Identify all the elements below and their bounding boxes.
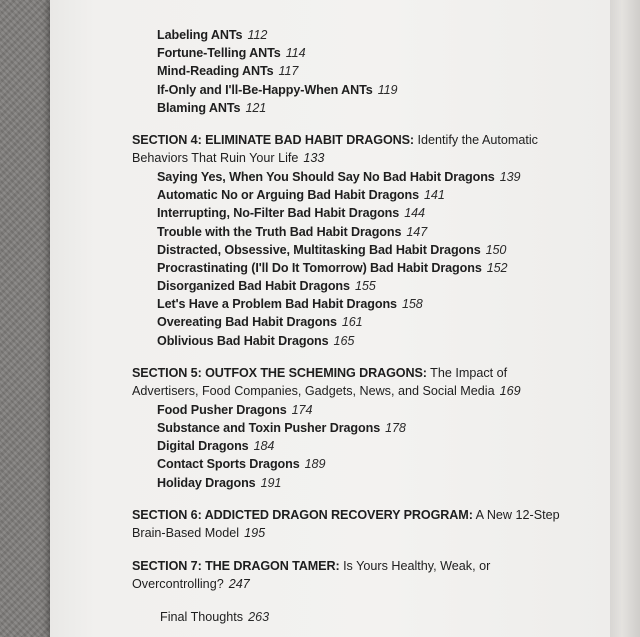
toc-entry-title: Labeling ANTs — [157, 28, 243, 42]
section-heading: SECTION 5: OUTFOX THE SCHEMING DRAGONS: — [132, 365, 427, 380]
toc-entry — [132, 277, 572, 295]
toc-entry — [132, 223, 572, 241]
toc-entry-title: Mind-Reading ANTs — [157, 64, 274, 79]
toc-entry — [132, 44, 572, 62]
toc-entry-title: Digital Dragons — [157, 439, 249, 454]
toc-entry — [132, 437, 572, 455]
toc-entry-title: If-Only and I'll-Be-Happy-When ANTs — [157, 82, 373, 97]
toc-entry — [132, 401, 572, 419]
section-description-line — [132, 524, 572, 543]
toc-entry-title: Overeating Bad Habit Dragons — [157, 315, 337, 330]
section-description-line — [132, 575, 572, 594]
toc-entry-page: 158 — [401, 297, 423, 312]
toc-entry — [132, 204, 572, 222]
toc-entry-title: Trouble with the Truth Bad Habit Dragons — [157, 224, 402, 239]
toc-entry-page: 165 — [333, 333, 355, 348]
toc-entry — [132, 241, 572, 259]
toc-entry-page: 121 — [245, 100, 267, 115]
toc-entry-title: Procrastinating (I'll Do It Tomorrow) Bad Habit Dragons — [157, 260, 482, 275]
section-description: Identify the Automatic — [417, 132, 538, 147]
toc-entry-page: 184 — [253, 439, 275, 454]
toc-entry-title: Substance and Toxin Pusher Dragons — [157, 421, 381, 435]
section-7 — [132, 557, 572, 594]
section-page: 169 — [499, 384, 521, 399]
table-of-contents — [132, 26, 572, 626]
toc-entry-title: Holiday Dragons — [157, 475, 256, 490]
section-description: Overcontrolling? — [132, 577, 224, 592]
section-4 — [132, 131, 572, 350]
toc-entry — [132, 419, 572, 437]
section-heading: SECTION 7: THE DRAGON TAMER: — [132, 558, 340, 573]
section-heading-line — [132, 506, 572, 525]
toc-entry-title: Interrupting, No-Filter Bad Habit Dragons — [157, 206, 400, 221]
toc-entry-title: Final Thoughts — [160, 609, 244, 624]
toc-entry-page: 147 — [406, 224, 428, 239]
toc-entry-title: Distracted, Obsessive, Multitasking Bad Habit Dragons — [157, 242, 481, 257]
page-edge — [610, 0, 640, 637]
toc-entry-page: 139 — [499, 169, 521, 184]
section-heading: SECTION 6: ADDICTED DRAGON RECOVERY PROGRAM: — [132, 507, 473, 522]
toc-entry — [132, 313, 572, 331]
toc-entry-page: 155 — [354, 279, 376, 294]
section-description: Advertisers, Food Companies, Gadgets, News, and Social Media — [132, 384, 495, 399]
toc-entry-page: 117 — [278, 64, 299, 79]
toc-entry-page: 112 — [247, 28, 268, 42]
toc-entry-page: 174 — [291, 402, 313, 417]
toc-entry-title: Automatic No or Arguing Bad Habit Dragons — [157, 188, 420, 203]
toc-entry-title: Contact Sports Dragons — [157, 457, 300, 472]
section-heading-line — [132, 364, 572, 383]
section-description-line — [132, 149, 572, 168]
section-page: 195 — [244, 526, 266, 541]
section-heading-line — [132, 131, 572, 150]
toc-entry-title: Let's Have a Problem Bad Habit Dragons — [157, 297, 397, 312]
section-6 — [132, 506, 572, 543]
toc-entry — [132, 259, 572, 277]
toc-entry-title: Blaming ANTs — [157, 100, 241, 115]
section-description: A New 12-Step — [475, 507, 560, 522]
section-page: 133 — [303, 151, 325, 166]
toc-entry-title: Fortune-Telling ANTs — [157, 46, 281, 61]
toc-entry-page: 141 — [424, 188, 445, 203]
section-heading-line — [132, 557, 572, 576]
final-thoughts-entry — [132, 608, 572, 627]
toc-entry-title: Saying Yes, When You Should Say No Bad Habit Dragons — [157, 169, 495, 184]
toc-entry-title: Oblivious Bad Habit Dragons — [157, 333, 329, 348]
section-description: Brain-Based Model — [132, 526, 240, 541]
toc-entry — [132, 99, 572, 117]
toc-entry-page: 191 — [260, 475, 282, 490]
toc-entry-title: Food Pusher Dragons — [157, 402, 287, 417]
section-page: 247 — [228, 577, 250, 592]
toc-entry-page: 119 — [377, 82, 398, 97]
toc-entry — [132, 81, 572, 99]
toc-entry — [132, 455, 572, 473]
toc-entry — [132, 332, 572, 350]
toc-entry-page: 114 — [285, 46, 306, 61]
toc-entry-page: 189 — [304, 457, 326, 472]
toc-entry-title: Disorganized Bad Habit Dragons — [157, 279, 350, 294]
toc-entry — [132, 26, 572, 44]
section-description: The Impact of — [430, 365, 508, 380]
toc-entry — [132, 474, 572, 492]
section-description: Behaviors That Ruin Your Life — [132, 151, 299, 166]
toc-entry-page: 263 — [248, 609, 270, 624]
toc-entry — [132, 168, 572, 186]
toc-entry-page: 161 — [341, 315, 363, 330]
toc-entry-page: 178 — [385, 421, 406, 435]
section-heading: SECTION 4: ELIMINATE BAD HABIT DRAGONS: — [132, 132, 415, 147]
toc-entry — [132, 295, 572, 313]
toc-entry-page: 144 — [404, 206, 425, 221]
toc-entry — [132, 62, 572, 80]
toc-entry — [132, 186, 572, 204]
toc-entry-page: 150 — [485, 242, 507, 257]
section-description: Is Yours Healthy, Weak, or — [343, 558, 491, 573]
section-description-line — [132, 382, 572, 401]
section-5 — [132, 364, 572, 492]
toc-entry-page: 152 — [486, 260, 508, 275]
